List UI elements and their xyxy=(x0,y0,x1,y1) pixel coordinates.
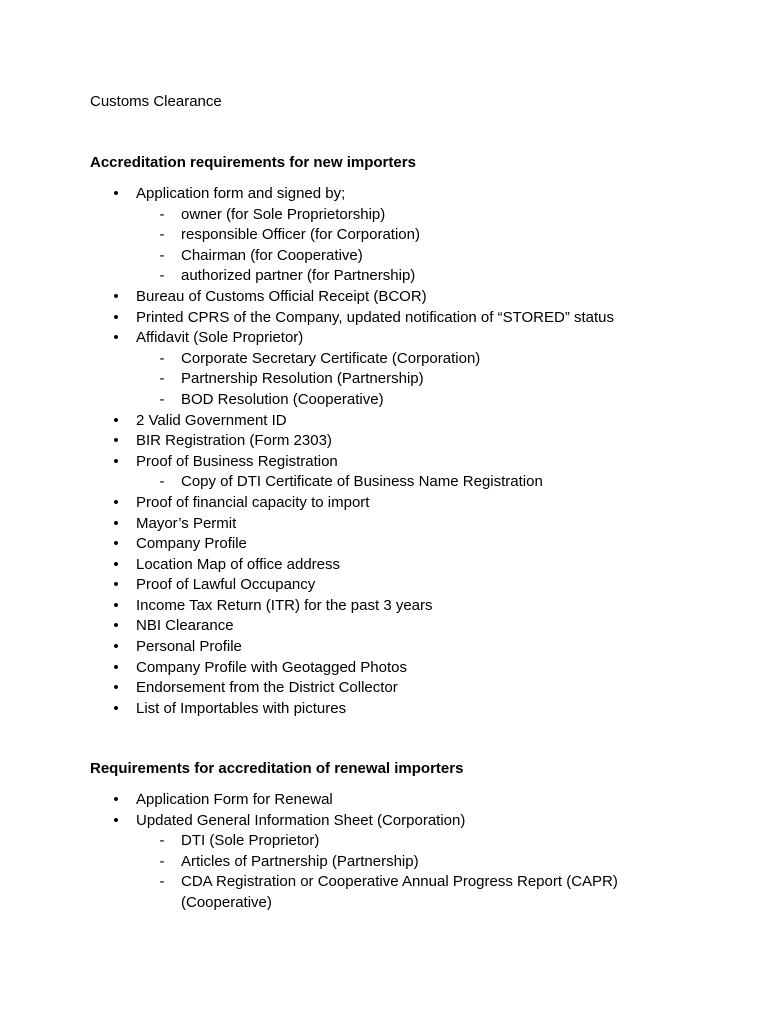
list-item-text: Partnership Resolution (Partnership) xyxy=(181,370,424,388)
list-item-text: BIR Registration (Form 2303) xyxy=(136,432,332,450)
list-item-text: Mayor’s Permit xyxy=(136,514,237,532)
list-item-text: Copy of DTI Certificate of Business Name Registration xyxy=(181,473,543,491)
section-heading-new-importers: Accreditation requirements for new importers xyxy=(90,154,416,171)
bullet-marker: • xyxy=(113,638,119,656)
list-item-text: Bureau of Customs Official Receipt (BCOR) xyxy=(136,287,427,305)
list-item-text: BOD Resolution (Cooperative) xyxy=(181,390,384,408)
bullet-marker: • xyxy=(113,185,119,202)
list-item-text: Articles of Partnership (Partnership) xyxy=(181,852,419,870)
bullet-marker: • xyxy=(113,514,119,532)
dash-marker: - xyxy=(159,473,165,491)
dash-marker: - xyxy=(159,226,165,244)
bullet-marker: • xyxy=(113,452,119,470)
dash-marker: - xyxy=(159,873,165,891)
dash-marker: - xyxy=(159,832,165,850)
dash-marker: - xyxy=(159,852,165,870)
list-item-text: 2 Valid Government ID xyxy=(136,411,287,429)
list-item-text: Printed CPRS of the Company, updated notification of “STORED” status xyxy=(136,308,615,326)
bullet-marker: • xyxy=(113,699,119,717)
bullet-marker: • xyxy=(113,411,119,429)
bullet-marker: • xyxy=(113,493,119,511)
dash-marker: - xyxy=(159,349,165,367)
dash-marker: - xyxy=(159,205,165,223)
bullet-marker: • xyxy=(113,535,119,553)
list-item-text: NBI Clearance xyxy=(136,617,234,635)
list-item-text: Company Profile xyxy=(136,535,247,553)
list-item-text: Income Tax Return (ITR) for the past 3 years xyxy=(136,596,433,614)
bullet-marker: • xyxy=(113,617,119,635)
list-item-text: Updated General Information Sheet (Corporation) xyxy=(136,811,466,829)
bullet-marker: • xyxy=(113,791,119,808)
bullet-marker: • xyxy=(113,811,119,829)
list-item-text: Application form and signed by; xyxy=(136,185,346,202)
list-item-text: Corporate Secretary Certificate (Corporation) xyxy=(181,349,481,367)
list-item-text: CDA Registration or Cooperative Annual Progress Report (CAPR) (Cooperative) xyxy=(181,873,618,911)
list-item-text: List of Importables with pictures xyxy=(136,699,347,717)
list-item-text: DTI (Sole Proprietor) xyxy=(181,832,320,850)
bullet-marker: • xyxy=(113,432,119,450)
list-item-text: Chairman (for Cooperative) xyxy=(181,246,363,264)
bullet-marker: • xyxy=(113,596,119,614)
bullet-marker: • xyxy=(113,287,119,305)
bullet-marker: • xyxy=(113,679,119,697)
list-item-text: owner (for Sole Proprietorship) xyxy=(181,205,386,223)
list-item-text: Application Form for Renewal xyxy=(136,791,333,808)
dash-marker: - xyxy=(159,370,165,388)
bullet-marker: • xyxy=(113,329,119,347)
list-item-text: Proof of financial capacity to import xyxy=(136,493,370,511)
list-item-text: Proof of Lawful Occupancy xyxy=(136,576,316,594)
bullet-marker: • xyxy=(113,576,119,594)
bullet-marker: • xyxy=(113,308,119,326)
document-title: Customs Clearance xyxy=(90,93,222,110)
dash-marker: - xyxy=(159,390,165,408)
list-item-text: Endorsement from the District Collector xyxy=(136,679,398,697)
dash-marker: - xyxy=(159,267,165,285)
section-heading-renewal-importers: Requirements for accreditation of renewal importers xyxy=(90,760,464,777)
list-item-text: Personal Profile xyxy=(136,638,242,656)
bullet-marker: • xyxy=(113,658,119,676)
list-item-text: authorized partner (for Partnership) xyxy=(181,267,416,285)
list-item-text: responsible Officer (for Corporation) xyxy=(181,226,420,244)
list-item-text: Proof of Business Registration xyxy=(136,452,338,470)
list-item-text: Affidavit (Sole Proprietor) xyxy=(136,329,304,347)
bullet-marker: • xyxy=(113,555,119,573)
dash-marker: - xyxy=(159,246,165,264)
list-item-text: Location Map of office address xyxy=(136,555,341,573)
list-item-text: Company Profile with Geotagged Photos xyxy=(136,658,407,676)
